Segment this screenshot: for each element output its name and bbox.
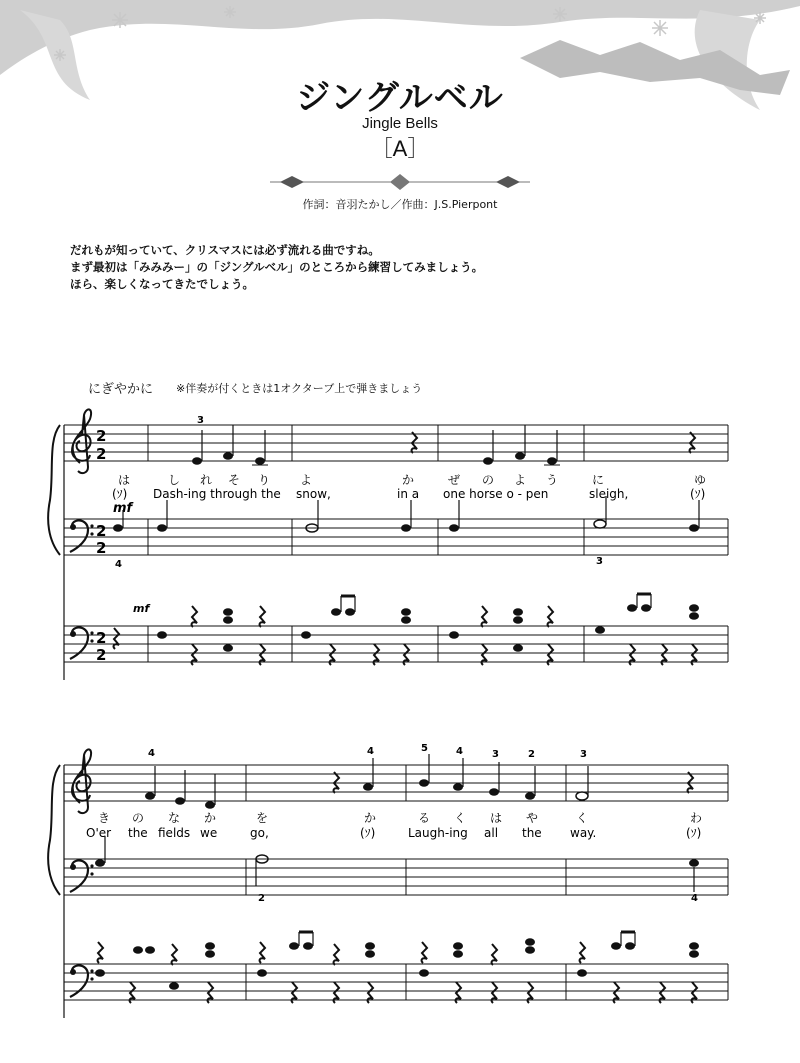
svg-text:in a: in a <box>397 487 420 501</box>
svg-text:2: 2 <box>96 539 107 557</box>
bass-clef-icon <box>70 627 94 659</box>
svg-text:に: に <box>592 473 605 487</box>
svg-text:O'er: O'er <box>86 826 112 840</box>
bass-notes <box>113 496 699 532</box>
svg-text:2: 2 <box>96 629 107 647</box>
svg-text:の: の <box>482 473 495 487</box>
svg-text:go,: go, <box>250 826 269 840</box>
svg-text:く: く <box>576 811 589 825</box>
svg-text:we: we <box>200 826 218 840</box>
svg-text:か: か <box>364 811 377 825</box>
svg-text:snow,: snow, <box>296 487 331 501</box>
version-label: ［A］ <box>370 136 430 161</box>
svg-text:し: し <box>168 473 181 487</box>
svg-text:5: 5 <box>421 743 428 754</box>
svg-text:fields: fields <box>158 826 191 840</box>
fingering: 4 <box>115 559 122 570</box>
accompaniment-staff <box>64 964 728 1000</box>
dynamic-mf: mf <box>133 602 150 615</box>
svg-text:や: や <box>526 811 539 825</box>
tempo-note: ※伴奏が付くときは1オクターブ上で弾きましょう <box>176 382 423 395</box>
bass-clef-icon <box>70 520 94 552</box>
accompaniment-notes <box>95 932 699 1003</box>
svg-text:ゆ: ゆ <box>694 473 707 487</box>
svg-text:れ: れ <box>200 473 213 487</box>
bass-staff <box>64 859 728 895</box>
svg-text:sleigh,: sleigh, <box>589 487 629 501</box>
fingering: 3 <box>596 556 603 567</box>
intro-line: ほら、楽しくなってきたでしょう。 <box>70 277 254 291</box>
svg-text:the: the <box>522 826 542 840</box>
dynamic-mf: mf <box>113 501 133 516</box>
page-title: ジングルベル <box>296 78 504 118</box>
lyrics-english <box>86 826 701 840</box>
svg-text:は: は <box>118 473 131 487</box>
tempo-mark: にぎやかに <box>88 382 154 397</box>
svg-text:る: る <box>418 811 431 825</box>
svg-text:3: 3 <box>580 749 587 760</box>
treble-clef-icon <box>72 749 91 813</box>
svg-text:(ｿ): (ｿ) <box>112 487 128 501</box>
song-subtitle: Jingle Bells <box>362 115 438 132</box>
svg-text:な: な <box>168 811 181 825</box>
svg-text:one horse o - pen: one horse o - pen <box>443 487 549 501</box>
svg-text:Dash-ing through the: Dash-ing through the <box>153 487 281 501</box>
treble-clef-icon <box>72 409 91 473</box>
intro-line: まず最初は「みみみー」の「ジングルベル」のところから練習してみましょう。 <box>70 260 484 274</box>
svg-text:2: 2 <box>96 646 107 664</box>
brace <box>48 765 60 895</box>
svg-text:よ: よ <box>300 473 313 487</box>
treble-staff <box>64 765 728 801</box>
svg-text:2: 2 <box>528 749 535 760</box>
svg-text:り: り <box>258 473 271 487</box>
svg-text:う: う <box>546 473 559 487</box>
treble-staff <box>64 425 728 461</box>
svg-text:2: 2 <box>96 445 107 463</box>
svg-text:の: の <box>132 811 145 825</box>
svg-text:か: か <box>402 473 415 487</box>
svg-text:all: all <box>484 826 499 840</box>
lyrics-japanese <box>118 473 706 487</box>
bass-clef-icon <box>70 965 94 997</box>
fingering: 3 <box>197 415 204 426</box>
svg-text:4: 4 <box>367 746 374 757</box>
svg-text:Laugh-ing: Laugh-ing <box>408 826 468 840</box>
bass-notes <box>95 836 699 892</box>
svg-text:く: く <box>454 811 467 825</box>
svg-text:way.: way. <box>570 826 597 840</box>
bass-clef-icon <box>70 860 94 892</box>
svg-text:を: を <box>256 811 269 825</box>
svg-text:2: 2 <box>96 522 107 540</box>
fingerings <box>148 743 587 760</box>
svg-text:は: は <box>490 811 503 825</box>
svg-text:か: か <box>204 811 217 825</box>
system-2 <box>48 743 728 1018</box>
svg-text:(ｿ): (ｿ) <box>690 487 706 501</box>
fingering: 2 <box>258 893 265 904</box>
lyrics-japanese <box>98 811 702 825</box>
svg-text:4: 4 <box>148 748 155 759</box>
svg-text:(ｿ): (ｿ) <box>360 826 376 840</box>
lyrics-english <box>112 487 705 501</box>
svg-text:the: the <box>128 826 148 840</box>
svg-text:わ: わ <box>690 811 703 825</box>
credits: 作詞：音羽たかし／作曲：J.S.Pierpont <box>302 198 498 211</box>
svg-text:よ: よ <box>514 473 527 487</box>
melody-notes <box>192 425 695 465</box>
svg-text:2: 2 <box>96 427 107 445</box>
svg-text:き: き <box>98 811 111 825</box>
accompaniment-notes <box>114 594 699 665</box>
svg-text:ぜ: ぜ <box>448 473 461 487</box>
fingering: 4 <box>691 893 698 904</box>
svg-text:そ: そ <box>228 473 241 487</box>
brace <box>48 425 60 555</box>
svg-text:(ｿ): (ｿ) <box>686 826 702 840</box>
svg-text:3: 3 <box>492 749 499 760</box>
intro-line: だれもが知っていて、クリスマスには必ず流れる曲ですね。 <box>70 243 380 257</box>
system-1 <box>48 409 728 680</box>
svg-text:4: 4 <box>456 746 463 757</box>
